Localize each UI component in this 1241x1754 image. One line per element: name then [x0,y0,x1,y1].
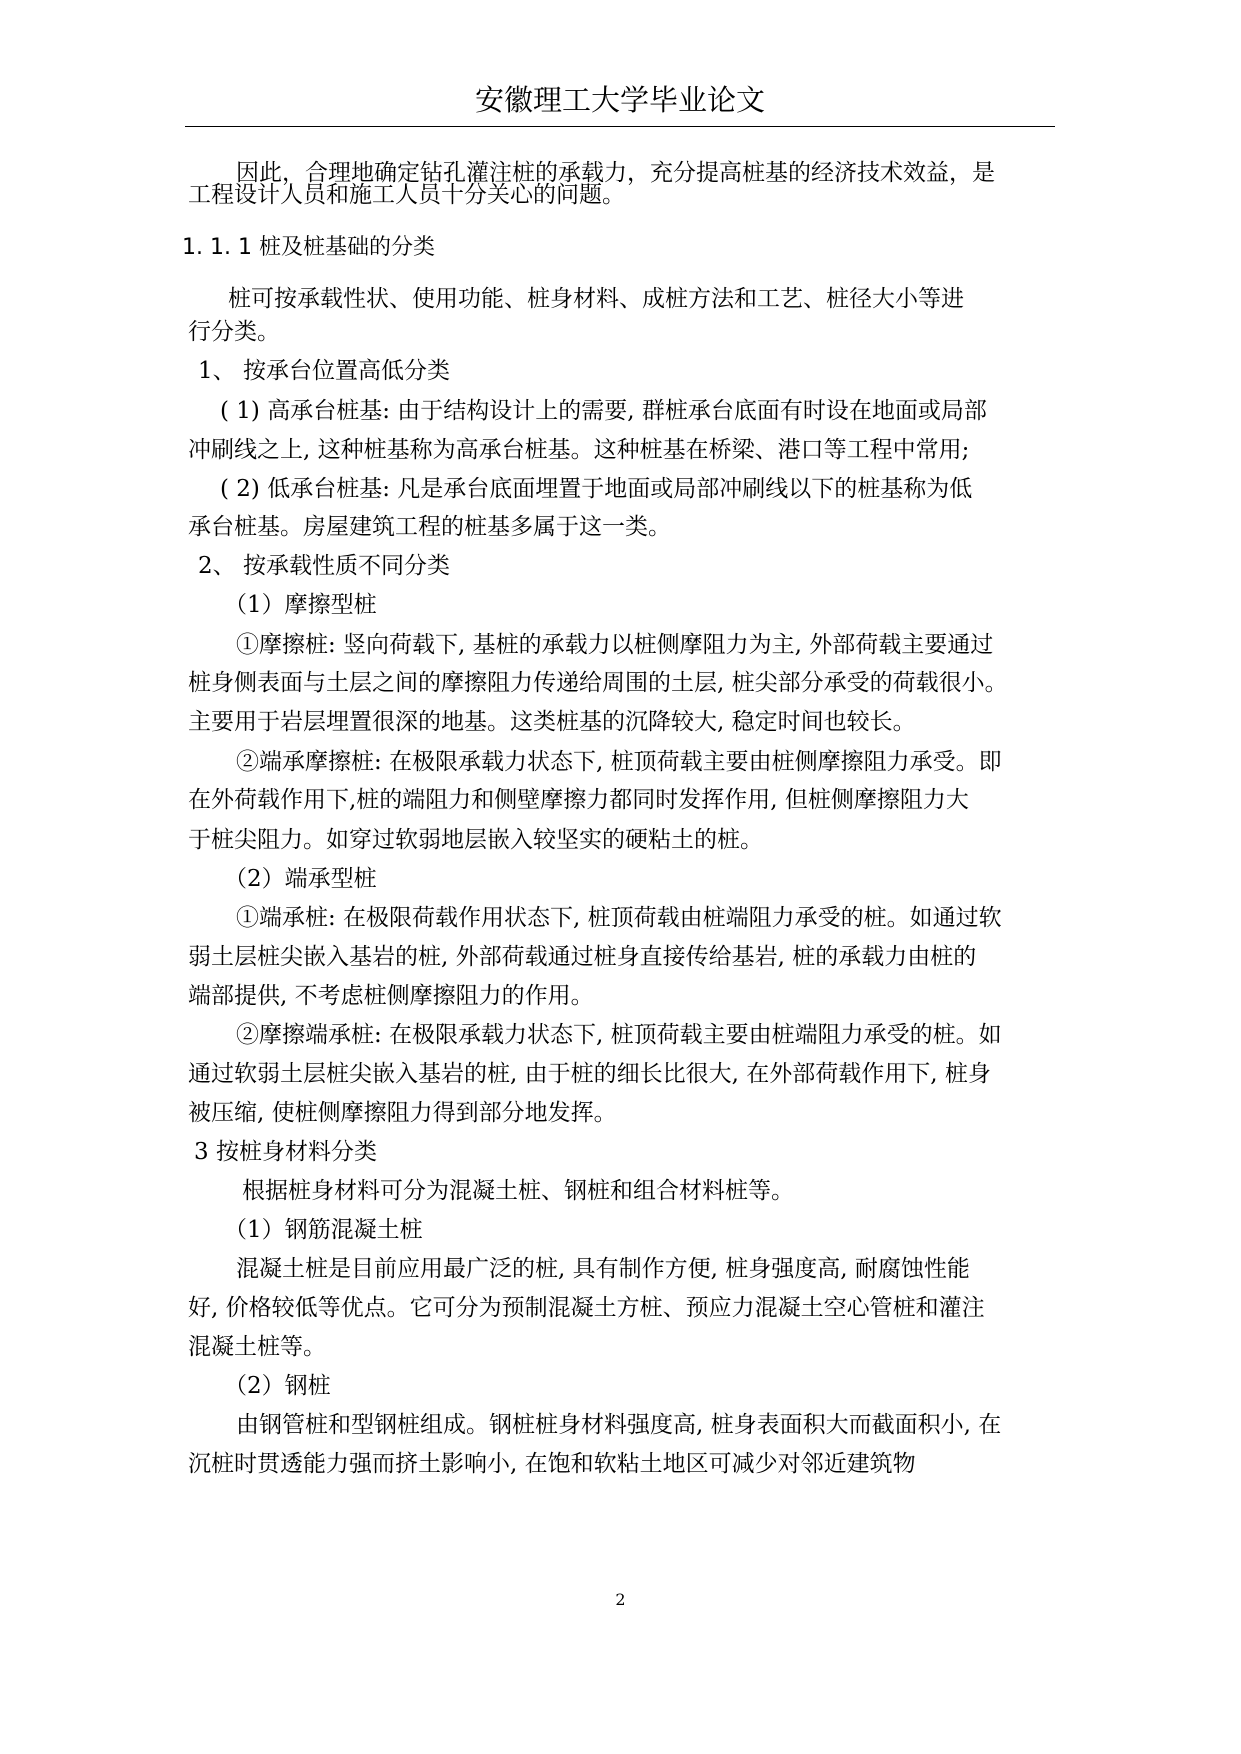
text-line: 弱土层桩尖嵌入基岩的桩, 外部荷载通过桩身直接传给基岩, 桩的承载力由桩的 [188,944,977,970]
text-line: ②端承摩擦桩: 在极限承载力状态下, 桩顶荷载主要由桩侧摩擦阻力承受。即 [236,749,1002,775]
text-line: ②摩擦端承桩: 在极限承载力状态下, 桩顶荷载主要由桩端阻力承受的桩。如 [236,1022,1002,1048]
text-line: 主要用于岩层埋置很深的地基。这类桩基的沉降较大, 稳定时间也较长。 [188,709,916,735]
text-line: 由钢管桩和型钢桩组成。钢桩桩身材料强度高, 桩身表面积大而截面积小, 在 [236,1412,1002,1438]
text-line: ( 1) 高承台桩基: 由于结构设计上的需要, 群桩承台底面有时设在地面或局部 [220,398,987,424]
text-line: 好, 价格较低等优点。它可分为预制混凝土方桩、预应力混凝土空心管桩和灌注 [188,1295,985,1321]
text-line: 根据桩身材料可分为混凝土桩、钢桩和组合材料桩等。 [242,1178,794,1204]
text-line: 于桩尖阻力。如穿过软弱地层嵌入较坚实的硬粘土的桩。 [188,827,763,853]
sub-heading: （1）摩擦型桩 [224,592,377,618]
text-line: 工程设计人员和施工人员十分关心的问题。 [188,182,625,208]
page-header-title: 安徽理工大学毕业论文 [185,78,1055,127]
sub-heading: （1）钢筋混凝土桩 [224,1217,423,1243]
text-line: 在外荷载作用下,桩的端阻力和侧壁摩擦力都同时发挥作用, 但桩侧摩擦阻力大 [188,787,969,813]
section-heading: 1. 1. 1 桩及桩基础的分类 [182,235,435,260]
list-heading: 2、 按承载性质不同分类 [198,553,450,579]
text-line: 混凝土桩是目前应用最广泛的桩, 具有制作方便, 桩身强度高, 耐腐蚀性能 [236,1256,970,1282]
text-line: ( 2) 低承台桩基: 凡是承台底面埋置于地面或局部冲刷线以下的桩基称为低 [220,476,973,502]
text-line: 沉桩时贯透能力强而挤土影响小, 在饱和软粘土地区可减少对邻近建筑物 [188,1451,916,1477]
text-line: 通过软弱土层桩尖嵌入基岩的桩, 由于桩的细长比很大, 在外部荷载作用下, 桩身 [188,1061,991,1087]
list-heading: 3 按桩身材料分类 [194,1139,377,1165]
page-number: 2 [615,1590,626,1609]
sub-heading: （2）钢桩 [224,1373,331,1399]
text-line: ①摩擦桩: 竖向荷载下, 基桩的承载力以桩侧摩阻力为主, 外部荷载主要通过 [236,632,994,658]
text-line: 被压缩, 使桩侧摩擦阻力得到部分地发挥。 [188,1100,617,1126]
text-line: 桩可按承载性状、使用功能、桩身材料、成桩方法和工艺、桩径大小等进 [228,286,964,312]
text-line: ①端承桩: 在极限荷载作用状态下, 桩顶荷载由桩端阻力承受的桩。如通过软 [236,905,1002,931]
text-line: 承台桩基。房屋建筑工程的桩基多属于这一类。 [188,514,671,540]
sub-heading: （2）端承型桩 [224,866,377,892]
text-line: 冲刷线之上, 这种桩基称为高承台桩基。这种桩基在桥梁、港口等工程中常用; [188,437,970,463]
text-line: 混凝土桩等。 [188,1334,326,1360]
text-line: 因此，合理地确定钻孔灌注桩的承载力，充分提高桩基的经济技术效益，是 [236,160,995,186]
text-line: 行分类。 [188,319,280,345]
text-line: 桩身侧表面与土层之间的摩擦阻力传递给周围的土层, 桩尖部分承受的荷载很小。 [188,670,1008,696]
list-heading: 1、 按承台位置高低分类 [198,358,450,384]
text-line: 端部提供, 不考虑桩侧摩擦阻力的作用。 [188,983,594,1009]
